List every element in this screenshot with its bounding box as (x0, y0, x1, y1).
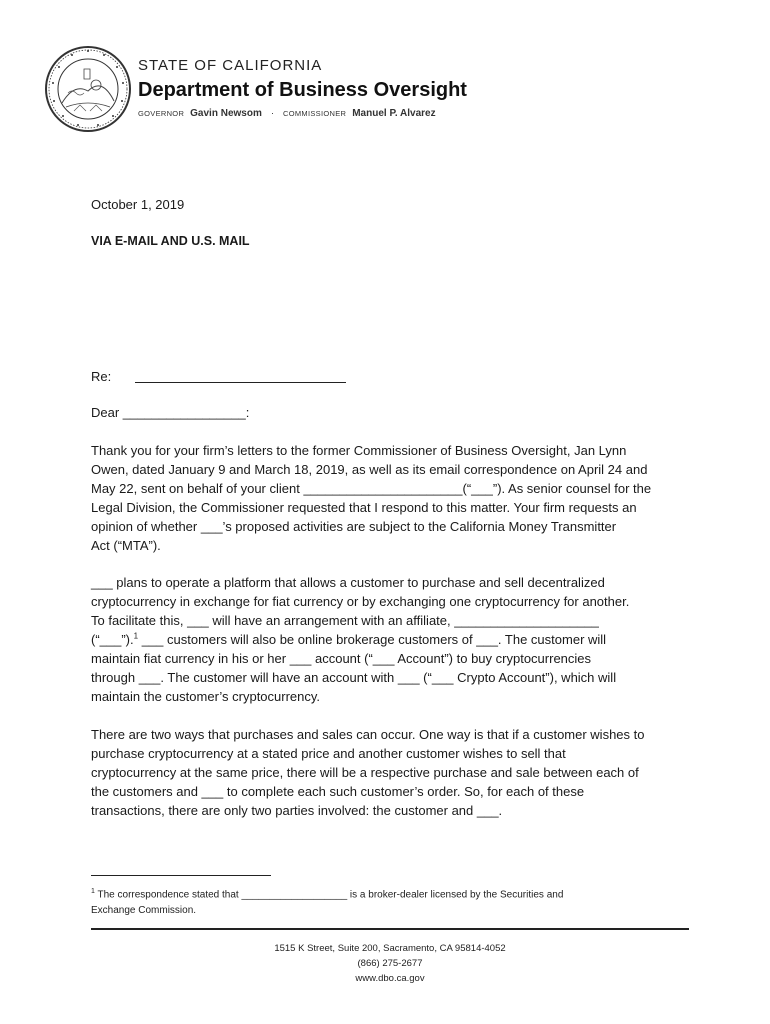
footnote-line: Exchange Commission. (91, 905, 197, 917)
paragraph-3 (91, 725, 691, 820)
officials-separator: · (270, 108, 275, 119)
paragraph-1 (91, 441, 691, 555)
paragraph-3-line: transactions, there are only two parties involved: the customer and ___. (91, 803, 503, 818)
footer-divider (91, 928, 689, 930)
california-state-seal-icon (44, 45, 132, 133)
footnote-divider (91, 875, 271, 876)
delivery-method: VIA E-MAIL AND U.S. MAIL (91, 234, 250, 248)
state-name: STATE OF CALIFORNIA (138, 57, 323, 74)
paragraph-1-line: Thank you for your firm’s letters to the former Commissioner of Business Oversight, Jan Lynn (91, 443, 627, 458)
footer-phone: (866) 275-2677 (357, 958, 423, 969)
paragraph-1-line: Owen, dated January 9 and March 18, 2019, as well as its email correspondence on April 24 and (91, 462, 648, 477)
paragraph-1-line: opinion of whether ___’s proposed activities are subject to the California Money Transmitter (91, 519, 617, 534)
paragraph-2-line: cryptocurrency in exchange for fiat currency or by exchanging one cryptocurrency for another. (91, 594, 630, 609)
line-text: ___ customers will also be online brokerage customers of ___. The customer will (138, 632, 607, 647)
footnote-reference[interactable]: 1 (133, 631, 139, 641)
paragraph-3-line: cryptocurrency at the same price, there will be a respective purchase and sale between each of (91, 765, 639, 780)
paragraph-2-line: maintain fiat currency in his or her ___ account (“___ Account”) to buy cryptocurrencies (91, 651, 592, 666)
governor-name: Gavin Newsom (190, 108, 262, 119)
paragraph-3-line: the customers and ___ to complete each such customer’s order. So, for each of these (91, 784, 585, 799)
letter-date: October 1, 2019 (91, 197, 185, 212)
paragraph-2-line (91, 630, 691, 649)
footnote-text: The correspondence stated that ___________________ is a broker-dealer licensed by the Securities and (94, 889, 564, 901)
paragraph-2-line: ___ plans to operate a platform that allows a customer to purchase and sell decentralized (91, 575, 605, 590)
paragraph-2-line: maintain the customer’s cryptocurrency. (91, 689, 321, 704)
footer-website[interactable]: www.dbo.ca.gov (355, 973, 425, 984)
line-text: (“___”). (91, 632, 134, 647)
footnote (91, 884, 563, 919)
governor-role: GOVERNOR (138, 109, 185, 118)
salutation: Dear _________________: (91, 405, 250, 420)
officials-line (138, 108, 436, 119)
paragraph-2-line: through ___. The customer will have an account with ___ (“___ Crypto Account”), which will (91, 670, 617, 685)
paragraph-3-line: There are two ways that purchases and sales can occur. One way is that if a customer wishes to (91, 727, 645, 742)
re-label: Re: (91, 369, 112, 384)
paragraph-1-line: Legal Division, the Commissioner requested that I respond to this matter. Your firm requests an (91, 500, 637, 515)
department-name: Department of Business Oversight (138, 79, 467, 101)
footer-address-block (91, 941, 689, 986)
re-blank-line (135, 382, 346, 383)
paragraph-1-line: Act (“MTA”). (91, 538, 161, 553)
footnote-marker: 1 (91, 888, 95, 895)
commissioner-name: Manuel P. Alvarez (352, 108, 436, 119)
commissioner-role: COMMISSIONER (283, 109, 347, 118)
footnote-line (91, 884, 563, 903)
paragraph-2-line: To facilitate this, ___ will have an arrangement with an affiliate, ____________________ (91, 613, 599, 628)
paragraph-1-line: May 22, sent on behalf of your client ______________________(“___”). As senior counsel for the (91, 481, 652, 496)
paragraph-3-line: purchase cryptocurrency at a stated price and another customer wishes to sell that (91, 746, 566, 761)
paragraph-2 (91, 573, 691, 706)
footer-address: 1515 K Street, Suite 200, Sacramento, CA 95814-4052 (274, 943, 506, 954)
